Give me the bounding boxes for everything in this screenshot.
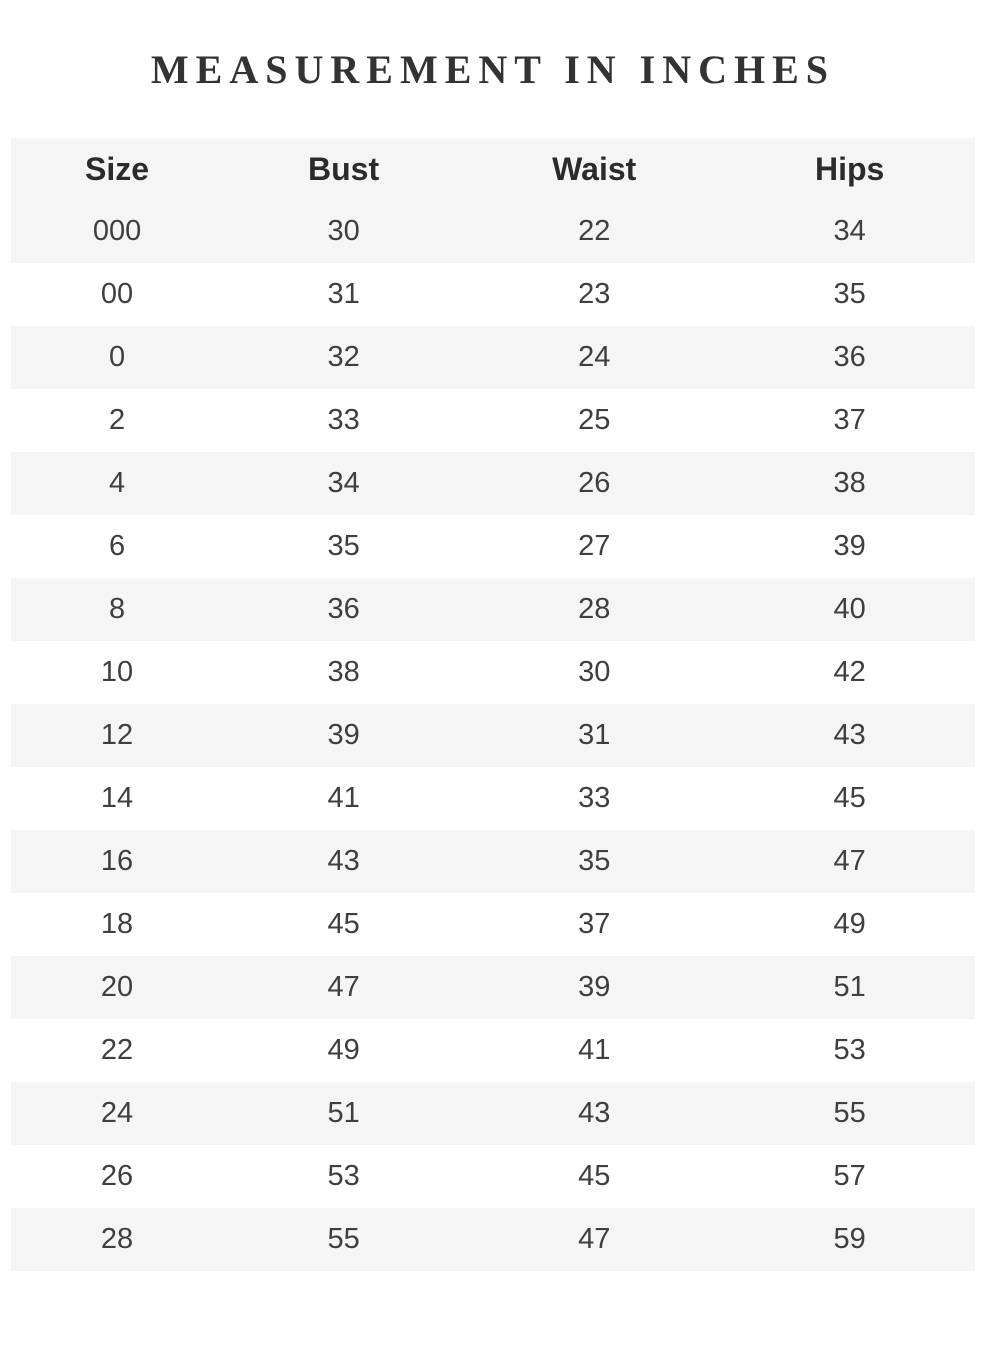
table-cell: 59	[833, 1223, 866, 1255]
table-cell: 30	[578, 656, 611, 688]
table-cell: 42	[833, 656, 866, 688]
table-cell: 28	[100, 1223, 134, 1255]
table-cell: 55	[833, 1097, 866, 1129]
column-header-waist: Waist	[464, 138, 724, 200]
table-row	[11, 452, 975, 515]
table-row	[11, 830, 975, 893]
table-cell: 24	[100, 1097, 134, 1129]
table-cell: 41	[578, 1034, 611, 1066]
table-cell: 31	[327, 278, 360, 310]
column-header-hips: Hips	[724, 138, 975, 200]
table-cell: 33	[327, 404, 360, 436]
table-cell: 00	[100, 278, 134, 310]
table-row	[11, 704, 975, 767]
table-row	[11, 200, 975, 263]
table-cell: 39	[578, 971, 611, 1003]
table-cell: 49	[327, 1034, 360, 1066]
table-cell: 35	[327, 530, 360, 562]
table-cell: 18	[100, 908, 134, 940]
table-row	[11, 1145, 975, 1208]
table-cell: 53	[833, 1034, 866, 1066]
table-cell: 24	[578, 341, 611, 373]
table-cell: 38	[327, 656, 360, 688]
table-cell: 47	[578, 1223, 611, 1255]
table-row	[11, 956, 975, 1019]
table-cell: 51	[833, 971, 866, 1003]
table-cell: 33	[578, 782, 611, 814]
table-cell: 12	[100, 719, 134, 751]
table-cell: 38	[833, 467, 866, 499]
table-row	[11, 641, 975, 704]
table-cell: 37	[578, 908, 611, 940]
table-cell: 45	[833, 782, 866, 814]
table-cell: 000	[92, 215, 142, 247]
table-cell: 16	[100, 845, 134, 877]
table-cell: 2	[108, 404, 126, 436]
table-cell: 27	[578, 530, 611, 562]
table-cell: 30	[327, 215, 360, 247]
table-cell: 39	[327, 719, 360, 751]
table-cell: 37	[833, 404, 866, 436]
table-cell: 31	[578, 719, 611, 751]
table-row	[11, 515, 975, 578]
table-cell: 53	[327, 1160, 360, 1192]
table-cell: 20	[100, 971, 134, 1003]
table-cell: 45	[578, 1160, 611, 1192]
table-cell: 41	[327, 782, 360, 814]
table-row	[11, 1019, 975, 1082]
column-header-bust: Bust	[223, 138, 464, 200]
table-cell: 43	[327, 845, 360, 877]
table-row	[11, 578, 975, 641]
table-cell: 43	[833, 719, 866, 751]
table-cell: 35	[578, 845, 611, 877]
table-cell: 8	[108, 593, 126, 625]
table-row	[11, 767, 975, 830]
table-cell: 10	[100, 656, 134, 688]
table-cell: 36	[327, 593, 360, 625]
table-row	[11, 263, 975, 326]
table-cell: 14	[100, 782, 134, 814]
table-cell: 47	[833, 845, 866, 877]
table-cell: 45	[327, 908, 360, 940]
table-row	[11, 1208, 975, 1271]
table-cell: 22	[100, 1034, 134, 1066]
table-cell: 49	[833, 908, 866, 940]
table-cell: 57	[833, 1160, 866, 1192]
table-cell: 28	[578, 593, 611, 625]
table-row	[11, 326, 975, 389]
table-cell: 26	[578, 467, 611, 499]
table-cell: 40	[833, 593, 866, 625]
column-header-size: Size	[11, 138, 223, 200]
table-cell: 51	[327, 1097, 360, 1129]
page-title: MEASUREMENT IN INCHES	[150, 47, 836, 92]
table-cell: 0	[108, 341, 126, 373]
table-cell: 25	[578, 404, 611, 436]
table-cell: 22	[578, 215, 611, 247]
table-row	[11, 389, 975, 452]
measurement-table	[11, 138, 975, 1271]
table-row	[11, 893, 975, 956]
table-cell: 4	[108, 467, 126, 499]
table-row	[11, 1082, 975, 1145]
table-cell: 6	[108, 530, 126, 562]
table-cell: 35	[833, 278, 866, 310]
table-cell: 32	[327, 341, 360, 373]
table-cell: 55	[327, 1223, 360, 1255]
table-cell: 36	[833, 341, 866, 373]
table-cell: 43	[578, 1097, 611, 1129]
table-cell: 23	[578, 278, 611, 310]
table-cell: 39	[833, 530, 866, 562]
table-cell: 34	[833, 215, 866, 247]
table-body	[11, 200, 975, 1271]
table-cell: 34	[327, 467, 360, 499]
header-row	[11, 138, 975, 200]
table-cell: 47	[327, 971, 360, 1003]
table-cell: 26	[100, 1160, 134, 1192]
